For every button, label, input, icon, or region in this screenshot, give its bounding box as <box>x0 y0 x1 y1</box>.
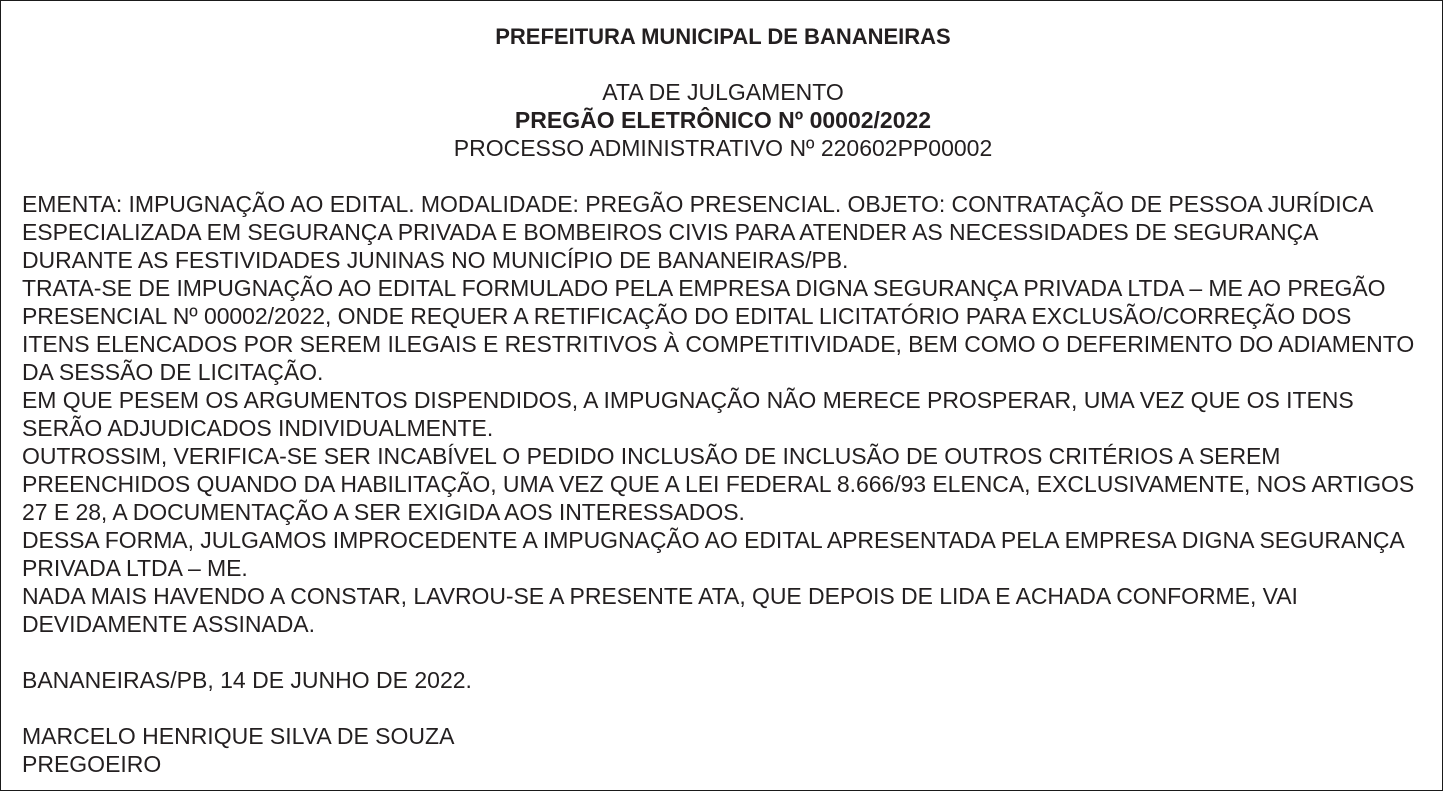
document-number: PREGÃO ELETRÔNICO Nº 00002/2022 <box>514 107 932 133</box>
signature-block <box>22 722 1424 778</box>
argument-paragraph: EM QUE PESEM OS ARGUMENTOS DISPENDIDOS, A IMPUGNAÇÃO NÃO MERECE PROSPERAR, UMA VEZ QUE OS ITENS SERÃO ADJUDICADOS INDIVIDUALMENTE. <box>22 387 1354 441</box>
impugnation-summary-paragraph: TRATA-SE DE IMPUGNAÇÃO AO EDITAL FORMULADO PELA EMPRESA DIGNA SEGURANÇA PRIVADA LTDA – ME AO PREGÃO PRESENCIAL Nº 00002/2022, ONDE REQUER A RETIFICAÇÃO DO EDITAL LICITATÓRIO PARA EXCLUSÃO/CORREÇÃO DOS ITENS ELENCADOS POR SEREM ILEGAIS E RESTRITIVOS À COMPETITIVIDADE, BEM COMO O DEFERIMENTO DO ADIAMENTO DA SESSÃO DE LICITAÇÃO. <box>22 275 1415 385</box>
signer-name: MARCELO HENRIQUE SILVA DE SOUZA <box>22 723 455 749</box>
ementa-paragraph: EMENTA: IMPUGNAÇÃO AO EDITAL. MODALIDADE: PREGÃO PRESENCIAL. OBJETO: CONTRATAÇÃO DE PESSOA JURÍDICA ESPECIALIZADA EM SEGURANÇA PRIVADA E BOMBEIROS CIVIS PARA ATENDER AS NECESSIDADES DE SEGURANÇA DURANTE AS FESTIVIDADES JUNINAS NO MUNICÍPIO DE BANANEIRAS/PB. <box>22 191 1373 273</box>
decision-paragraph: DESSA FORMA, JULGAMOS IMPROCEDENTE A IMPUGNAÇÃO AO EDITAL APRESENTADA PELA EMPRESA DIGNA SEGURANÇA PRIVADA LTDA – ME. <box>22 527 1404 581</box>
process-number: PROCESSO ADMINISTRATIVO Nº 220602PP00002 <box>453 135 993 161</box>
criteria-paragraph: OUTROSSIM, VERIFICA-SE SER INCABÍVEL O PEDIDO INCLUSÃO DE INCLUSÃO DE OUTROS CRITÉRIOS A SEREM PREENCHIDOS QUANDO DA HABILITAÇÃO, UMA VEZ QUE A LEI FEDERAL 8.666/93 ELENCA, EXCLUSIVAMENTE, NOS ARTIGOS 27 E 28, A DOCUMENTAÇÃO A SER EXIGIDA AOS INTERESSADOS. <box>22 443 1415 525</box>
organization-title: PREFEITURA MUNICIPAL DE BANANEIRAS <box>495 24 951 49</box>
closing-paragraph: NADA MAIS HAVENDO A CONSTAR, LAVROU-SE A PRESENTE ATA, QUE DEPOIS DE LIDA E ACHADA CONFORME, VAI DEVIDAMENTE ASSINADA. <box>22 583 1298 637</box>
document-header <box>22 22 1424 162</box>
signer-role: PREGOEIRO <box>22 751 162 777</box>
document-body <box>22 190 1424 638</box>
date-line: BANANEIRAS/PB, 14 DE JUNHO DE 2022. <box>22 667 472 693</box>
document-kind: ATA DE JULGAMENTO <box>602 79 844 105</box>
